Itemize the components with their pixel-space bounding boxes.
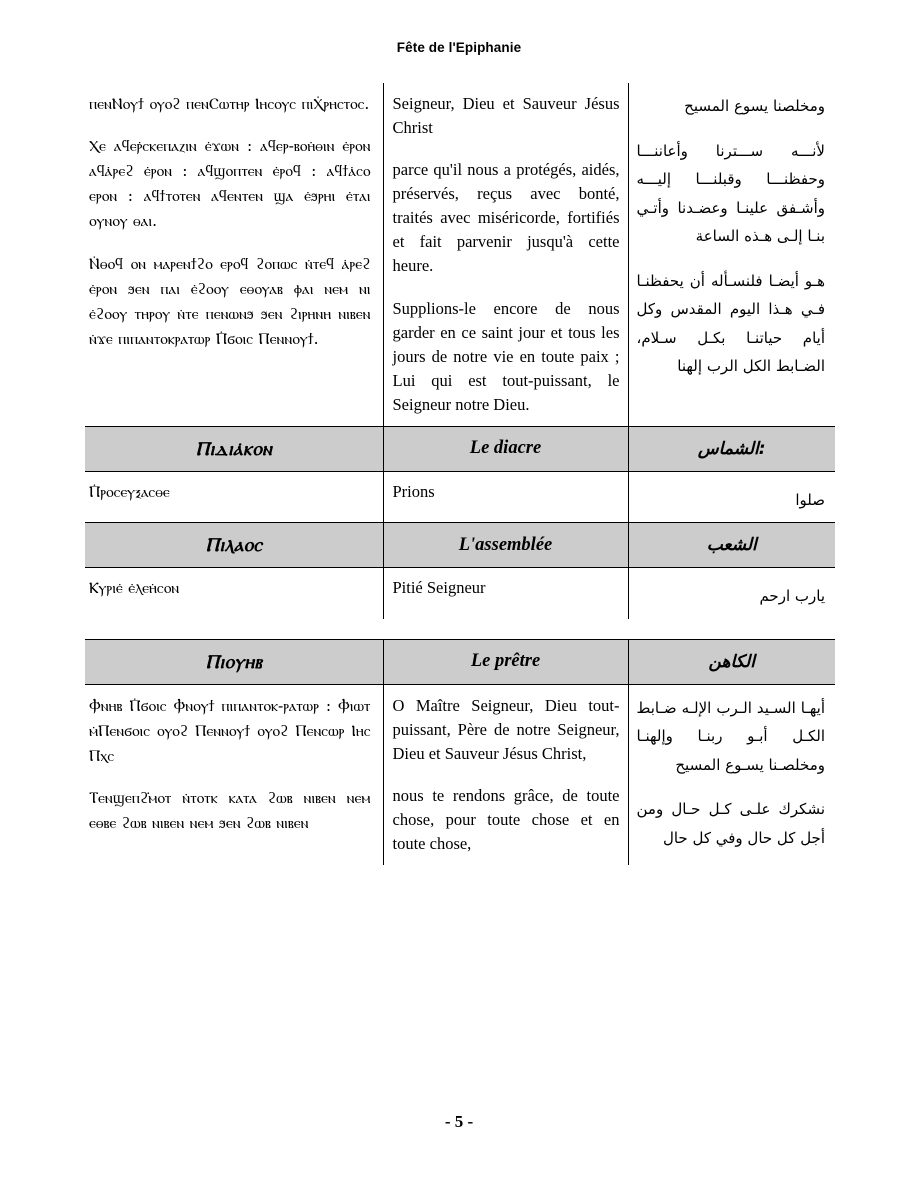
cell-coptic: [85, 684, 383, 865]
arabic-paragraph: هـو أيضـا فلنسـأله أن يحفظنـا فـي هـذا اليوم المقدس وكل أيام حياتنـا بكـل سـلام، الضـابط الكل الرب إلهنا: [636, 271, 825, 375]
table-row: [85, 83, 835, 426]
cell-spacer: [383, 619, 628, 640]
cell-coptic: [85, 568, 383, 619]
french-paragraph: Prions: [392, 481, 435, 501]
arabic-passage: [629, 568, 836, 619]
arabic-passage: [629, 472, 836, 523]
cell-french: [383, 684, 628, 865]
cell-arabic: [628, 426, 835, 471]
cell-arabic: [628, 83, 835, 426]
cell-french: [383, 568, 628, 619]
speaker-label-coptic: Ⲡⲓⲟⲩⲏⲃ: [205, 650, 263, 673]
speaker-label-arabic: الكاهن: [708, 651, 755, 672]
cell-arabic: [628, 684, 835, 865]
cell-arabic: [628, 568, 835, 619]
french-passage: [384, 568, 628, 608]
speaker-label-french: Le prêtre: [470, 651, 541, 672]
cell-spacer: [628, 619, 835, 640]
french-passage: [384, 83, 628, 426]
arabic-paragraph: نشكرك علـى كـل حـال ومن أجل كل حال وفي كل حال: [636, 800, 825, 847]
cell-french: [383, 639, 628, 684]
coptic-passage: [85, 685, 383, 846]
liturgy-table-body: [85, 83, 835, 865]
coptic-paragraph: ⲡⲉⲛⲚⲟⲩϯ ⲟⲩⲟϩ ⲡⲉⲛⲤⲱⲧⲏⲣ Ⲓⲏⲥⲟⲩⲥ ⲡⲓⲬ̇ⲣⲏⲥⲧⲟⲥ.: [89, 95, 370, 113]
cell-coptic: [85, 639, 383, 684]
cell-french: [383, 426, 628, 471]
french-passage: [384, 685, 628, 865]
cell-coptic: [85, 471, 383, 523]
coptic-paragraph: Ⲫ̇ⲛⲏⲃ Ⲡ̇ϭⲟⲓⲥ Ⲫ̇ⲛⲟⲩϯ ⲡⲓⲡⲁⲛⲧⲟⲕ-ⲣⲁⲧⲱⲣ : Ⲫ̇ⲓⲱⲧ ⲙ̇Ⲡⲉⲛϭⲟⲓⲥ ⲟⲩⲟϩ Ⲡⲉⲛⲛⲟⲩϯ ⲟⲩⲟϩ Ⲡⲉⲛⲥⲱⲣ Ⲓⲏⲥ Ⲡⲭⲥ: [89, 696, 371, 766]
french-passage: [384, 472, 628, 512]
speaker-row-priest: [85, 639, 835, 684]
cell-coptic: [85, 83, 383, 426]
french-paragraph: Seigneur, Dieu et Sauveur Jésus Christ: [392, 94, 620, 138]
arabic-paragraph: ومخلصنا يسوع المسيح: [684, 97, 825, 115]
french-paragraph: parce qu'il nous a protégés, aidés, préservés, reçus avec bonté, traités avec miséricorde, fortifiés et fait parvenir jusqu'à cette heure.: [392, 160, 620, 276]
arabic-passage: [629, 83, 836, 390]
speaker-label-coptic: Ⲡⲓⲇⲓⲁ̇ⲕⲟⲛ: [195, 437, 273, 460]
cell-french: [383, 83, 628, 426]
arabic-paragraph: صلوا: [795, 490, 825, 509]
table-row: [85, 471, 835, 523]
coptic-passage: [85, 568, 383, 609]
speaker-row-deacon: [85, 426, 835, 471]
page-header-title: Fête de l'Epiphanie: [396, 40, 522, 55]
speaker-label-arabic: الشماس:: [697, 438, 766, 459]
arabic-passage: [629, 685, 836, 862]
cell-arabic: [628, 639, 835, 684]
table-row: [85, 684, 835, 865]
french-paragraph: nous te rendons grâce, de toute chose, pour toute chose et en toute chose,: [392, 786, 620, 854]
cell-arabic: [628, 471, 835, 523]
coptic-passage: [85, 83, 383, 361]
cell-french: [383, 523, 628, 568]
arabic-paragraph: لأنـــه ســـترنا وأعاننـــا وحفظنـــا وقبلنـــا إليـــه وأشـفق علينـا وعضـدنا وأتـي بنـا إلـى هـذه الساعة: [636, 141, 825, 245]
speaker-label-french: L'assemblée: [458, 534, 553, 555]
speaker-label-coptic: Ⲡⲓⲗⲁⲟⲥ: [205, 534, 263, 557]
speaker-label-french: Le diacre: [469, 438, 542, 459]
speaker-label-arabic: الشعب: [706, 535, 757, 556]
cell-french: [383, 471, 628, 523]
coptic-paragraph: Ⲕⲩⲣⲓⲉ̇ ⲉ̇ⲗⲉⲏ̇ⲥⲟⲛ: [89, 579, 180, 598]
coptic-paragraph: Ⲛ̇ⲑⲟϥ ⲟⲛ ⲙⲁⲣⲉⲛϯϩⲟ ⲉⲣⲟϥ ϩⲟⲡⲱⲥ ⲛ̇ⲧⲉϥ ⲁ̇ⲣⲉϩ ⲉ̇ⲣⲟⲛ ϧⲉⲛ ⲡⲁⲓ ⲉ̇ϩⲟⲟⲩ ⲉⲑⲟⲩⲁⲃ ⲫⲁⲓ ⲛⲉⲙ ⲛⲓ ⲉ̇ϩⲟⲟⲩ ⲧⲏⲣⲟⲩ ⲛ̇ⲧⲉ ⲡⲉⲛⲱⲛϧ ϧⲉⲛ ϩⲓⲣⲏⲛⲏ ⲛⲓⲃⲉⲛ ⲛ̇ϫⲉ ⲡⲓⲡⲁⲛⲧⲟⲕⲣⲁⲧⲱⲣ Ⲡ̇ϭⲟⲓⲥ Ⲡⲉⲛⲛⲟⲩϯ.: [89, 254, 371, 348]
french-paragraph: Supplions-le encore de nous garder en ce saint jour et tous les jours de notre vie en toute paix ; Lui qui est tout-puissant, le Seigneur notre Dieu.: [392, 298, 620, 414]
coptic-paragraph: Ⲡ̇ⲣⲟⲥⲉⲩⲝⲁⲥⲑⲉ: [89, 482, 170, 501]
arabic-paragraph: يارب ارحم: [759, 587, 825, 606]
french-paragraph: Pitié Seigneur: [392, 578, 486, 598]
liturgy-table: [85, 83, 835, 865]
coptic-paragraph: Ⲧⲉⲛϣⲉⲡϩ̇ⲙⲟⲧ ⲛ̇ⲧⲟⲧⲕ ⲕⲁⲧⲁ ϩⲱⲃ ⲛⲓⲃⲉⲛ ⲛⲉⲙ ⲉⲑⲃⲉ ϩⲱⲃ ⲛⲓⲃⲉⲛ ⲛⲉⲙ ϧⲉⲛ ϩⲱⲃ ⲛⲓⲃⲉⲛ: [89, 789, 371, 833]
table-row-spacer: [85, 619, 835, 640]
coptic-passage: [85, 472, 383, 513]
page-number: - 5 -: [444, 1112, 474, 1131]
table-row: [85, 568, 835, 619]
french-paragraph: O Maître Seigneur, Dieu tout-puissant, Père de notre Seigneur, Dieu et Sauveur Jésus Christ,: [392, 695, 620, 764]
arabic-paragraph: أيهـا السـيد الـرب الإلـه ضـابط الكـل أبـو ربنـا وإلهنـا ومخلصـنا يسـوع المسيح: [636, 698, 825, 774]
cell-coptic: [85, 426, 383, 471]
cell-arabic: [628, 523, 835, 568]
speaker-row-assembly: [85, 523, 835, 568]
cell-spacer: [85, 619, 383, 640]
coptic-paragraph: Ⲭⲉ ⲁϥⲉⲣ̇ⲥⲕⲉⲡⲁⲍⲓⲛ ⲉ̇ϫⲱⲛ : ⲁϥⲉⲣ-ⲃⲟⲏ̇ⲑⲓⲛ ⲉ̇ⲣⲟⲛ ⲁϥⲁ̇ⲣⲉϩ ⲉ̇ⲣⲟⲛ : ⲁϥϣⲟⲡⲧⲉⲛ ⲉ̇ⲣⲟϥ : ⲁϥϯⲁ̇ⲥⲟ ⲉⲣⲟⲛ : ⲁϥϯⲧⲟⲧⲉⲛ ⲁϥⲉⲛⲧⲉⲛ ϣⲁ ⲉ̇ϧⲣⲏⲓ ⲉ̇ⲧⲁⲓ ⲟⲩⲛⲟⲩ ⲑⲁⲓ.: [89, 137, 371, 231]
cell-coptic: [85, 523, 383, 568]
